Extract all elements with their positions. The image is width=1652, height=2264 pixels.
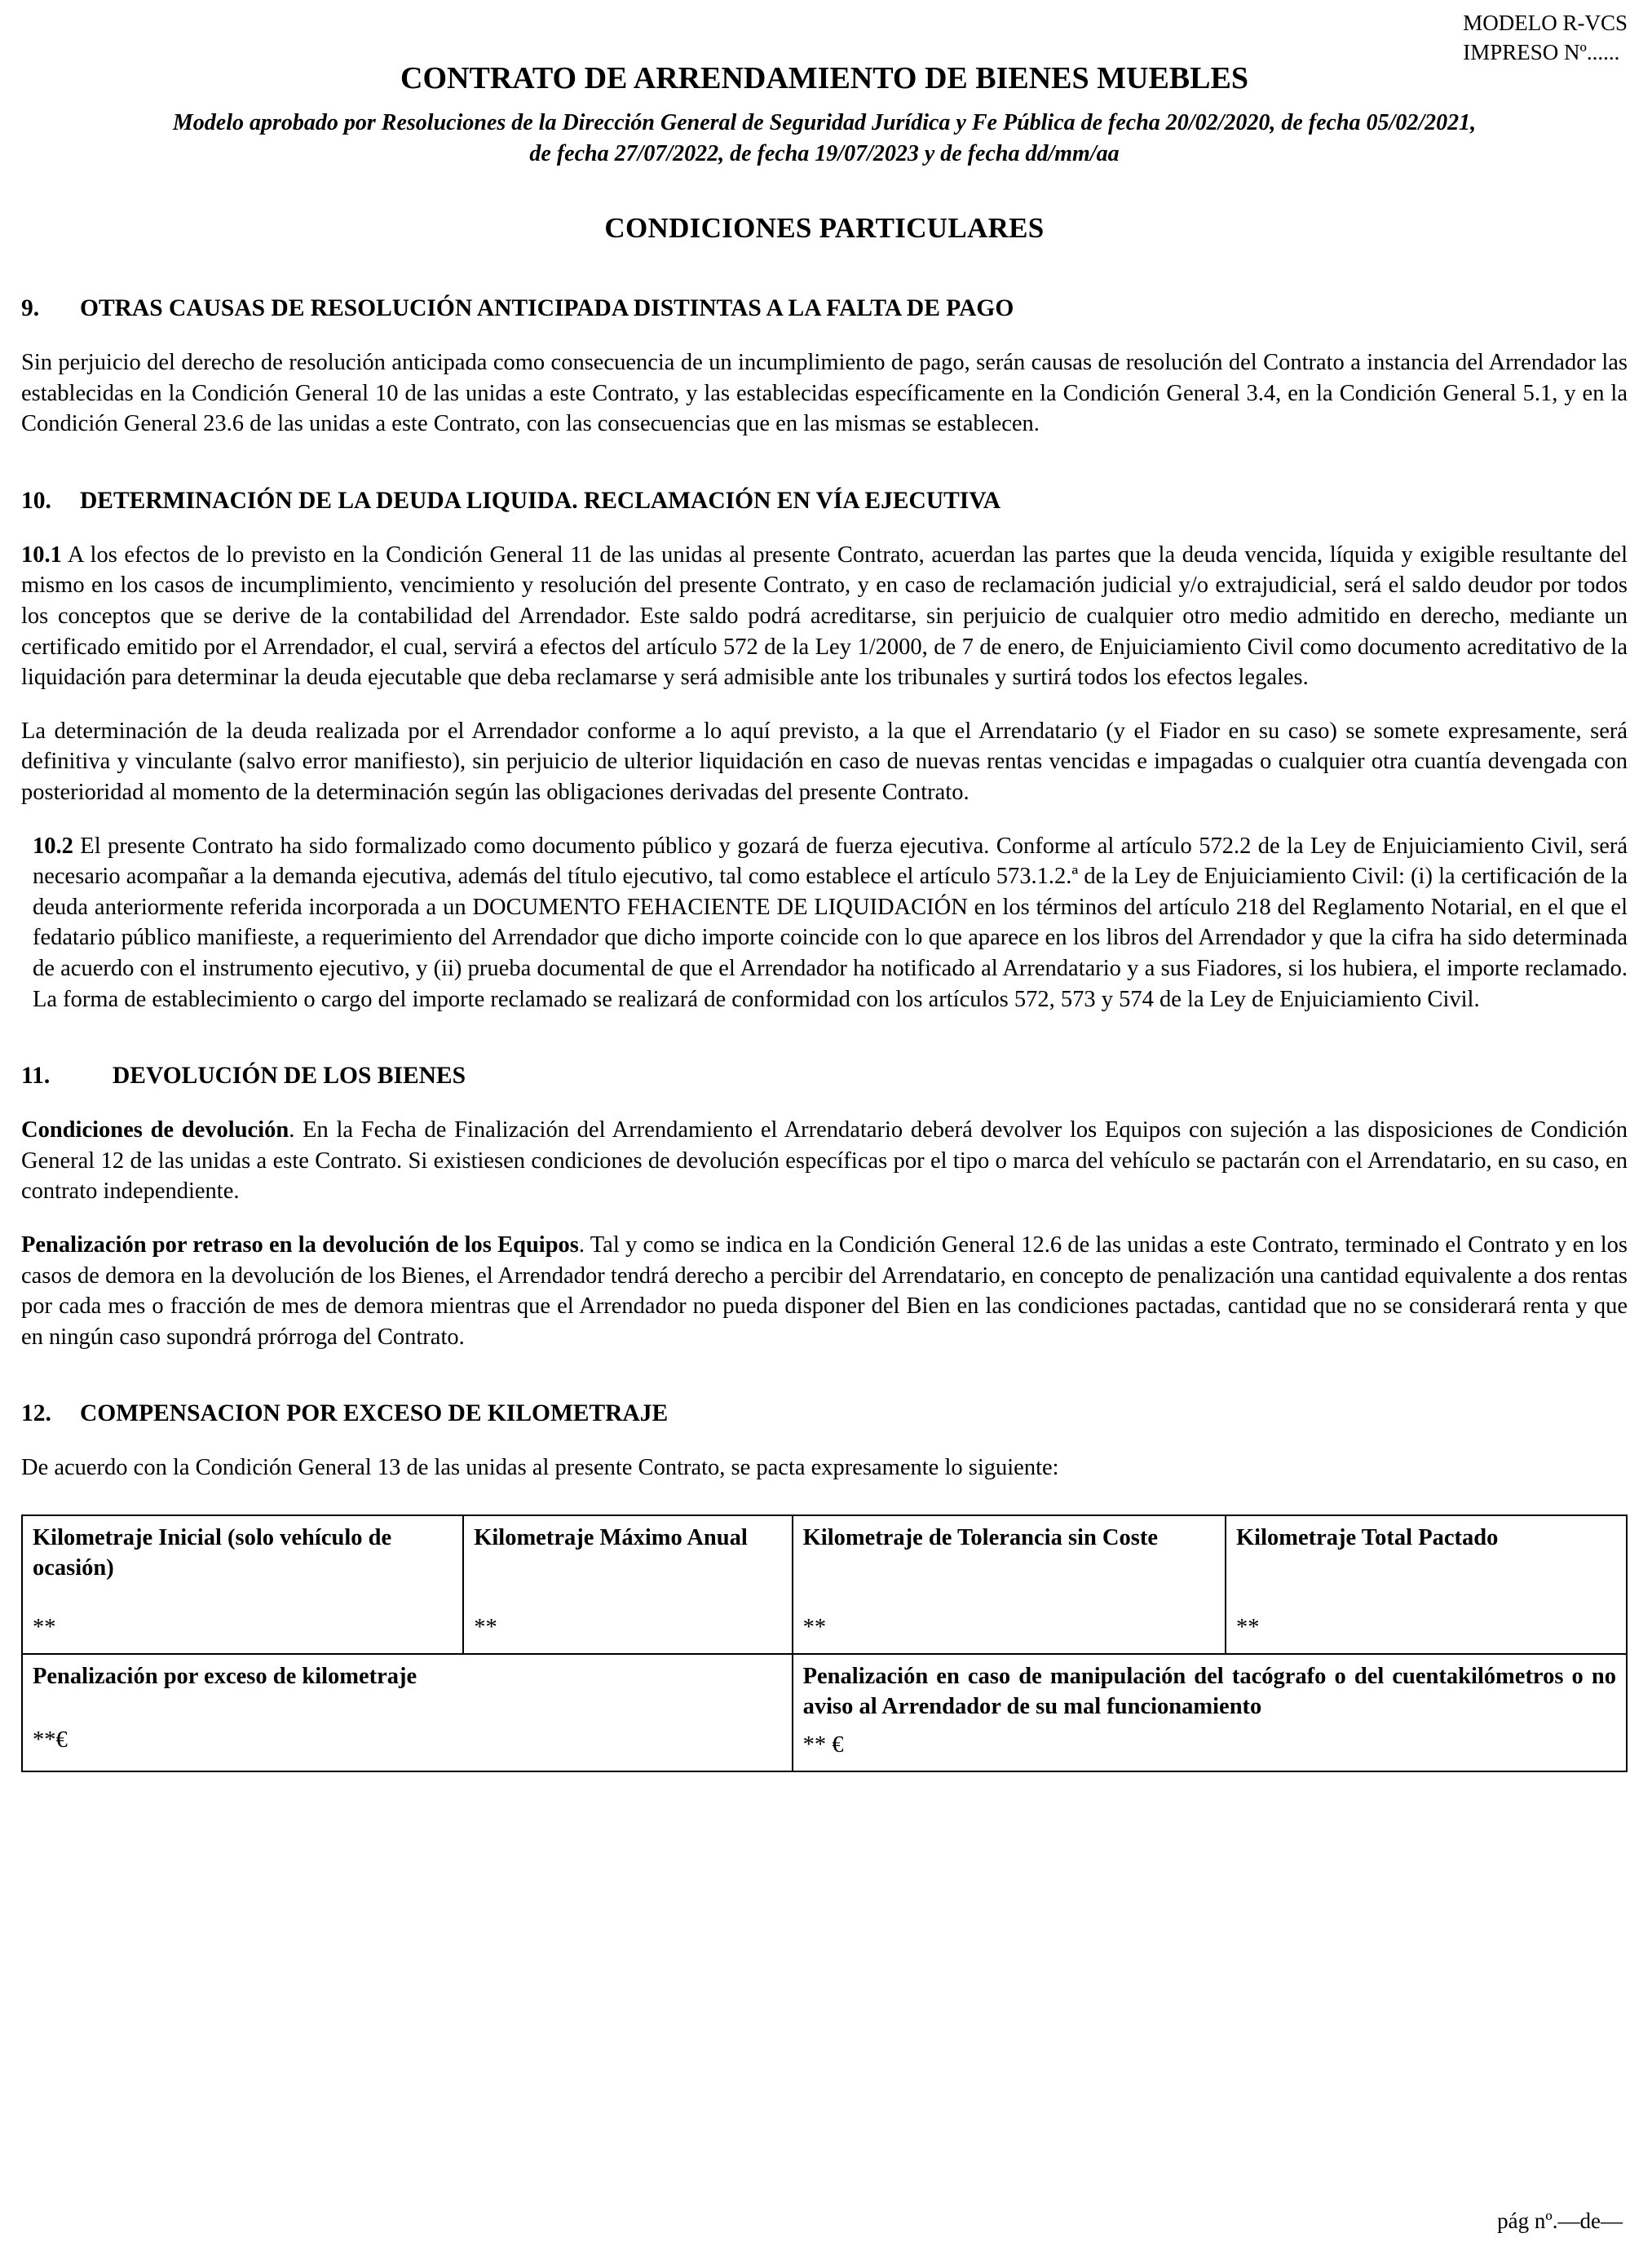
cell-penalizacion-exceso: [22, 1654, 793, 1771]
cell-km-tolerancia-header: Kilometraje de Tolerancia sin Coste: [802, 1525, 1158, 1551]
clause-9-heading: [21, 293, 1628, 325]
clause-12-paragraph-1: De acuerdo con la Condición General 13 de las unidas al presente Contrato, se pacta expresamente lo siguiente:: [21, 1455, 1059, 1481]
paragraph-10-2-text: El presente Contrato ha sido formalizado como documento público y gozará de fuerza ejecutiva. Conforme al artículo 572.2 de la Ley de Enjuiciamiento Civil, será necesario acompañar a la demanda ejecutiva, además del título ejecutivo, tal como establece el artículo 573.1.2.ª de la Ley de Enjuiciamiento Civil: (i) la certificación de la deuda anteriormente referida incorporada a un DOCUMENTO FEHACIENTE DE LIQUIDACIÓN en los términos del artículo 218 del Reglamento Notarial, en el que el fedatario público manifieste, a requerimiento del Arrendador que dicho importe coincide con lo que aparece en los libros del Arrendador y que la cifra ha sido determinada de acuerdo con el instrumento ejecutivo, y (ii) prueba documental de que el Arrendador ha notificado al Arrendatario y a sus Fiadores, si los hubiera, el importe reclamado. La forma de establecimiento o cargo del importe reclamado se realizará de conformidad con los artículos 572, 573 y 574 de la Ley de Enjuiciamiento Civil.: [33, 833, 1628, 1012]
clause-12: [21, 1398, 1628, 1484]
cell-penalizacion-exceso-header: Penalización por exceso de kilometraje: [33, 1664, 417, 1690]
paragraph-10-2-number: 10.2: [33, 833, 73, 859]
clause-9-number: 9.: [21, 295, 40, 322]
clause-11-paragraph-1: [21, 1115, 1628, 1207]
cell-km-maximo-anual: [463, 1515, 792, 1654]
clause-10-paragraph-1: [21, 540, 1628, 693]
clause-10: [21, 485, 1628, 1015]
table-row-mileage-values: [22, 1515, 1627, 1654]
clause-10-heading: [21, 485, 1628, 517]
page-number-label: pág nº.—de—: [1497, 2209, 1623, 2234]
cell-km-total-pactado-value: **: [1235, 1615, 1260, 1641]
late-return-penalty-text: . Tal y como se indica en la Condición General 12.6 de las unidas a este Contrato, terminado el Contrato y en los casos de demora en la devolución de los Bienes, el Arrendador tendrá derecho a percibir del Arrendatario, en concepto de penalización una cantidad equivalente a dos rentas por cada mes o fracción de mes de demora mientras que el Arrendador no pueda disponer del Bien en las condiciones pactadas, cantidad que no se considerará renta y que en ningún caso supondrá prórroga del Contrato.: [21, 1232, 1628, 1350]
clause-11-number: 11.: [21, 1063, 51, 1090]
clause-11-title: DEVOLUCIÓN DE LOS BIENES: [113, 1063, 466, 1090]
cell-km-total-pactado-header: Kilometraje Total Pactado: [1235, 1525, 1499, 1551]
impreso-number-label: IMPRESO Nº......: [1463, 40, 1620, 65]
table-row-penalties: [22, 1654, 1627, 1771]
clause-11-paragraph-2: [21, 1230, 1628, 1352]
clause-10-paragraph-3: [21, 831, 1628, 1015]
return-conditions-text: . En la Fecha de Finalización del Arrendamiento el Arrendatario deberá devolver los Equipos con sujeción a las disposiciones de Condición General 12 de las unidas a este Contrato. Si existiesen condiciones de devolución específicas por el tipo o marca del vehículo se pactarán con el Arrendatario, en su caso, en contrato independiente.: [21, 1117, 1628, 1205]
approval-resolutions-subtitle: Modelo aprobado por Resoluciones de la Dirección General de Seguridad Jurídica y Fe Pública de fecha 20/02/2020, de fecha 05/02/2021, de fecha 27/07/2022, de fecha 19/07/2023 y de fecha dd/mm/aa: [172, 109, 1477, 167]
cell-penalizacion-manipulacion-value: ** €: [802, 1732, 844, 1758]
clause-12-heading: [21, 1398, 1628, 1430]
particular-conditions-title: CONDICIONES PARTICULARES: [604, 211, 1045, 244]
cell-km-inicial: [22, 1515, 463, 1654]
clause-12-number: 12.: [21, 1400, 51, 1427]
clause-10-title: DETERMINACIÓN DE LA DEUDA LIQUIDA. RECLAMACIÓN EN VÍA EJECUTIVA: [80, 487, 1001, 514]
kilometraje-table: [21, 1514, 1628, 1772]
paragraph-10-1-number: 10.1: [21, 542, 62, 568]
clause-9-paragraph-1: Sin perjuicio del derecho de resolución anticipada como consecuencia de un incumplimiento de pago, serán causas de resolución del Contrato a instancia del Arrendador las establecidas en la Condición General 10 de las unidas a este Contrato, y las establecidas específicamente en la Condición General 3.4, en la Condición General 5.1, y en la Condición General 23.6 de las unidas a este Contrato, con las consecuencias que en las mismas se establecen.: [21, 349, 1628, 437]
clause-9-title: OTRAS CAUSAS DE RESOLUCIÓN ANTICIPADA DISTINTAS A LA FALTA DE PAGO: [80, 295, 1014, 322]
cell-penalizacion-manipulacion-header: Penalización en caso de manipulación del tacógrafo o del cuentakilómetros o no aviso al Arrendador de su mal funcionamiento: [802, 1664, 1616, 1720]
clause-12-title: COMPENSACION POR EXCESO DE KILOMETRAJE: [80, 1400, 669, 1427]
clause-11: [21, 1060, 1628, 1352]
modelo-code-label: MODELO R-VCS: [1463, 11, 1628, 35]
late-return-penalty-lead: Penalización por retraso en la devolución de los Equipos: [21, 1232, 579, 1258]
return-conditions-lead: Condiciones de devolución: [21, 1117, 289, 1143]
cell-km-inicial-value: **: [33, 1615, 56, 1641]
clause-11-heading: [21, 1060, 1628, 1092]
cell-penalizacion-manipulacion: [793, 1654, 1627, 1771]
cell-penalizacion-exceso-value: **€: [33, 1727, 68, 1753]
form-code-block: [1463, 8, 1628, 68]
cell-km-total-pactado: [1226, 1515, 1627, 1654]
cell-km-maximo-anual-value: **: [474, 1615, 497, 1641]
cell-km-tolerancia: [793, 1515, 1226, 1654]
cell-km-tolerancia-value: **: [802, 1615, 827, 1641]
clause-10-number: 10.: [21, 487, 51, 514]
cell-km-inicial-header: Kilometraje Inicial (solo vehículo de ocasión): [33, 1525, 392, 1581]
clause-10-paragraph-2: La determinación de la deuda realizada por el Arrendador conforme a lo aquí previsto, a la que el Arrendatario (y el Fiador en su caso) se somete expresamente, será definitiva y vinculante (salvo error manifiesto), sin perjuicio de ulterior liquidación en caso de nuevas rentas vencidas e impagadas o cualquier otra cuantía devengada con posterioridad al momento de la determinación según las obligaciones derivadas del presente Contrato.: [21, 718, 1628, 805]
paragraph-10-1-text: A los efectos de lo previsto en la Condición General 11 de las unidas al presente Contrato, acuerdan las partes que la deuda vencida, líquida y exigible resultante del mismo en los casos de incumplimiento, vencimiento y resolución del presente Contrato, y en caso de reclamación judicial y/o extrajudicial, será el saldo deudor por todos los conceptos que se derive de la contabilidad del Arrendador. Este saldo podrá acreditarse, sin perjuicio de cualquier otro medio admitido en derecho, mediante un certificado emitido por el Arrendador, el cual, servirá a efectos del artículo 572 de la Ley 1/2000, de 7 de enero, de Enjuiciamiento Civil como documento acreditativo de la liquidación para determinar la deuda ejecutable que deba reclamarse y será admisible ante los tribunales y surtirá todos los efectos legales.: [21, 542, 1628, 691]
document-title: CONTRATO DE ARRENDAMIENTO DE BIENES MUEBLES: [400, 61, 1248, 95]
clause-9: [21, 293, 1628, 440]
cell-km-maximo-anual-header: Kilometraje Máximo Anual: [474, 1525, 748, 1551]
